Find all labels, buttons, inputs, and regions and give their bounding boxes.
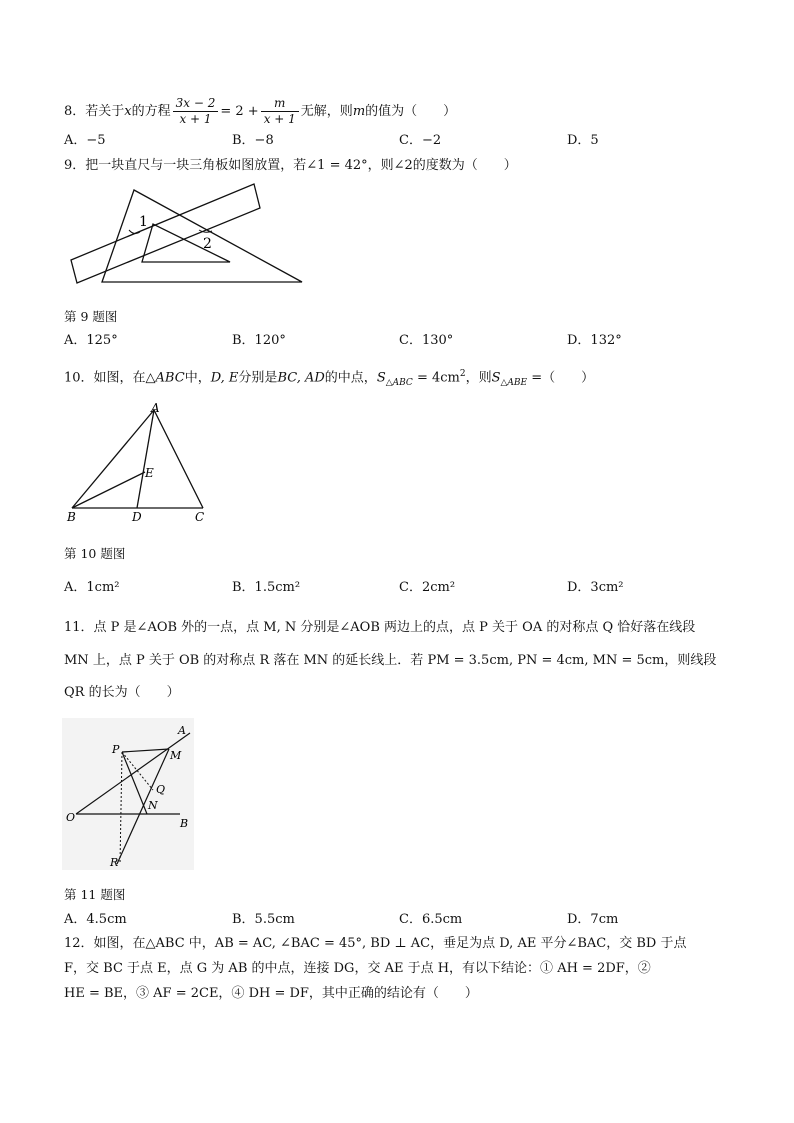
q10-text-d: 的中点， <box>324 370 377 386</box>
q11-line-2: MN 上，点 P 关于 OB 的对称点 R 落在 MN 的延长线上．若 PM = 3.5cm, PN = 4cm, MN = 5cm，则线段 <box>64 653 717 668</box>
q10-s-abc-sub: △ABC <box>385 377 413 388</box>
label-m: M <box>170 749 182 762</box>
label-b: B <box>180 817 189 830</box>
q10-text-f: =（ ） <box>527 370 595 386</box>
q10-abc: ABC <box>155 370 185 386</box>
fraction-2-numerator: m <box>261 96 299 112</box>
q9-figure <box>66 182 306 288</box>
side-ac <box>154 410 203 508</box>
q10-text-b: 中， <box>184 370 211 386</box>
fraction-1 <box>173 96 219 127</box>
side-ab <box>72 410 154 508</box>
q12-line-2: F，交 BC 于点 E，点 G 为 AB 的中点，连接 DG，交 AE 于点 H，有以下结论：① AH = 2DF，② <box>64 961 651 976</box>
q10-stem <box>64 365 594 392</box>
fraction-1-denominator: x + 1 <box>179 112 212 126</box>
label-c: C <box>195 510 205 524</box>
q8-suffix1: 无解，则 <box>300 104 353 119</box>
fraction-2 <box>261 96 299 127</box>
triangle-outer <box>102 190 302 282</box>
label-d: D <box>132 510 142 524</box>
q10-option-b[interactable]: B．1.5cm² <box>232 580 301 595</box>
label-a: A <box>178 724 186 737</box>
figure-background <box>62 718 194 870</box>
q10-text-c: 分别是 <box>238 370 278 386</box>
q8-option-a[interactable]: A．−5 <box>64 133 106 148</box>
label-e: E <box>145 466 154 480</box>
q9-option-a[interactable]: A．125° <box>64 333 118 348</box>
q9-option-d[interactable]: D．132° <box>567 333 622 348</box>
q8-equals: = 2 + <box>220 104 259 119</box>
q10-caption: 第 10 题图 <box>64 546 126 561</box>
q10-option-d[interactable]: D．3cm² <box>567 580 624 595</box>
q10-area: = 4cm <box>412 370 460 386</box>
q8-stem <box>64 96 456 127</box>
q8-option-d[interactable]: D．5 <box>567 133 599 148</box>
fraction-1-numerator: 3x − 2 <box>173 96 219 112</box>
segment-be <box>72 472 145 508</box>
q10-text-a: 10．如图，在△ <box>64 370 156 386</box>
q11-line-1: 11．点 P 是∠AOB 外的一点，点 M, N 分别是∠AOB 两边上的点，点 P 关于 OA 的对称点 Q 恰好落在线段 <box>64 620 696 635</box>
label-n: N <box>148 799 158 812</box>
q10-text-e: ，则 <box>465 370 492 386</box>
segment-ad <box>137 410 154 508</box>
q8-suffix2: 的值为（ ） <box>365 104 457 119</box>
q11-line-3: QR 的长为（ ） <box>64 685 180 700</box>
q9-option-c[interactable]: C．130° <box>399 333 454 348</box>
angle-2-label: 2 <box>203 236 212 252</box>
label-o: O <box>66 811 76 824</box>
q10-option-c[interactable]: C．2cm² <box>399 580 456 595</box>
q9-stem: 9．把一块直尺与一块三角板如图放置，若∠1 = 42°，则∠2的度数为（ ） <box>64 158 517 173</box>
q11-caption: 第 11 题图 <box>64 887 126 902</box>
q10-figure <box>62 400 222 528</box>
label-r: R <box>110 856 119 869</box>
q11-option-b[interactable]: B．5.5cm <box>232 912 295 927</box>
label-q: Q <box>156 783 166 796</box>
q11-option-c[interactable]: C．6.5cm <box>399 912 463 927</box>
q10-area-sup: 2 <box>459 369 466 379</box>
label-b: B <box>67 510 76 524</box>
q9-caption: 第 9 题图 <box>64 309 118 324</box>
q8-option-b[interactable]: B．−8 <box>232 133 274 148</box>
q10-de: D, E <box>210 370 239 386</box>
q10-s-abe: S <box>491 370 501 386</box>
q10-s-abe-sub: △ABE <box>500 377 528 388</box>
q8-prefix: 8．若关于 <box>64 104 125 119</box>
q8-option-c[interactable]: C．−2 <box>399 133 442 148</box>
label-p: P <box>112 743 120 756</box>
q12-line-3: HE = BE，③ AF = 2CE，④ DH = DF，其中正确的结论有（ ） <box>64 986 478 1001</box>
ruler-shape <box>71 184 260 283</box>
triangle-inner <box>142 224 230 262</box>
q10-option-a[interactable]: A．1cm² <box>64 580 120 595</box>
angle-1-label: 1 <box>139 214 148 230</box>
q8-mid: 的方程 <box>131 104 171 119</box>
var-m: m <box>352 104 366 119</box>
fraction-2-denominator: x + 1 <box>263 112 296 126</box>
q11-figure <box>62 718 194 870</box>
var-x: x <box>124 104 132 119</box>
q11-option-d[interactable]: D．7cm <box>567 912 619 927</box>
q11-option-a[interactable]: A．4.5cm <box>64 912 127 927</box>
q10-bcad: BC, AD <box>277 370 325 386</box>
label-a: A <box>151 401 160 415</box>
q10-s-abc: S <box>376 370 386 386</box>
q12-line-1: 12．如图，在△ABC 中，AB = AC, ∠BAC = 45°, BD ⊥ AC，垂足为点 D, AE 平分∠BAC，交 BD 于点 <box>64 936 687 951</box>
q9-option-b[interactable]: B．120° <box>232 333 286 348</box>
